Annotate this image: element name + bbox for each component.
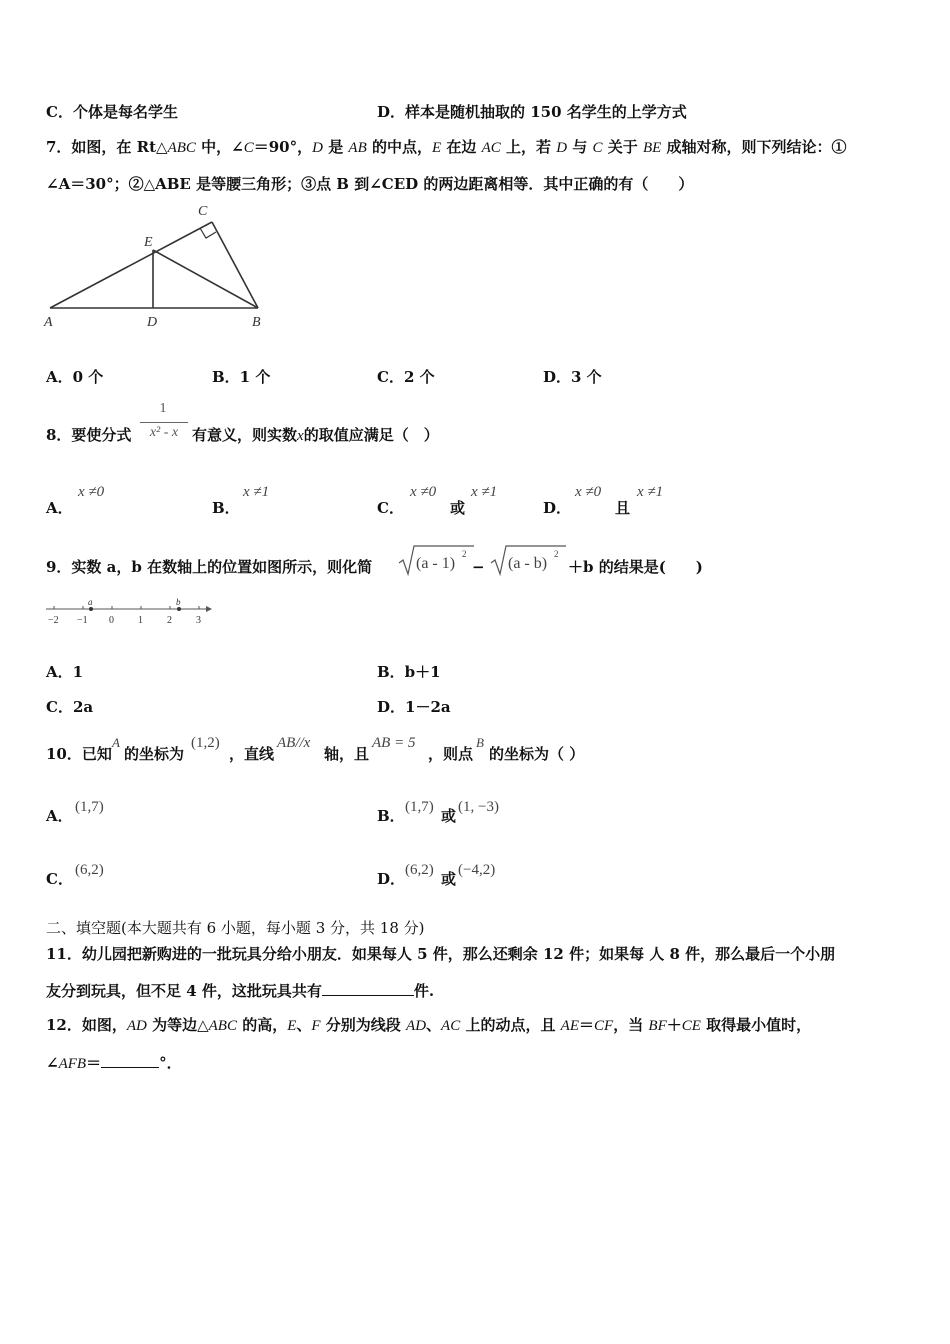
q7-option-d: D．3 个 [543,368,602,386]
q9-number-line [44,596,214,630]
q10-p2: 的坐标为 [124,745,185,763]
q9-tick-label: −1 [77,615,88,626]
q10-option-b2: (1, −3) [458,799,499,815]
q9-tick-label: 3 [196,615,201,626]
q7-option-c: C．2 个 [377,368,435,386]
q8-option-c-math2: x ≠1 [471,484,498,500]
q8-option-a-label: A． [46,499,73,517]
q8-fraction-bar [140,422,188,423]
q12-line1: 12．如图，AD 为等边△ABC 的高，E、F 分别为线段 AD、AC 上的动点，且 AE＝CF，当 BF＋CE 取得最小值时， [46,1016,812,1034]
q7-option-a: A．0 个 [46,368,104,386]
q12-answer-blank[interactable] [101,1067,159,1068]
q10-option-a-label: A． [46,807,73,825]
q11-answer-blank[interactable] [322,995,414,996]
q7-label-a: A [44,315,53,330]
q10-option-d1: (6,2) [405,862,434,878]
q10-p4: 轴，且 [324,745,370,763]
svg-text:(a - b): (a - b) [508,555,548,572]
q10-option-d2: (−4,2) [458,862,496,878]
q10-option-c-label: C． [46,870,73,888]
q10-option-a: (1,7) [75,799,104,815]
q7-label-e: E [144,235,153,250]
q10-point-a: A [112,735,120,750]
q9-option-b: B．b＋1 [377,663,441,681]
q7-stem-line2: ∠A＝30°；②△ABE 是等腰三角形；③点 B 到∠CED 的两边距离相等．其中正确的有（ ） [46,175,694,193]
q7-option-b: B．1 个 [212,368,271,386]
q8-option-d-label: D． [543,499,572,517]
q8-option-c-label: C． [377,499,404,517]
q10-line-expr: AB//x [277,735,311,751]
svg-text:2: 2 [462,549,467,559]
q8-option-d-conj: 且 [615,499,631,517]
q6-option-d: D．样本是随机抽取的 150 名学生的上学方式 [377,103,687,121]
q10-p5: ，则点 [428,745,474,763]
q8-denominator: x² - x [149,425,179,440]
q9-suffix: ＋b 的结果是( ) [568,558,703,576]
q9-prefix: 9．实数 a，b 在数轴上的位置如图所示，则化简 [46,558,373,576]
svg-text:2: 2 [554,549,559,559]
q10-p3: ，直线 [229,745,275,763]
q8-prefix: 8．要使分式 [46,426,132,444]
q6-option-c: C．个体是每名学生 [46,103,178,121]
q10-option-b1: (1,7) [405,799,434,815]
q10-option-b-label: B． [377,807,405,825]
section-2-title: 二、填空题(本大题共有 6 小题，每小题 3 分，共 18 分) [46,919,425,937]
q10-coord-a: (1,2) [191,735,220,751]
svg-text:(a - 1): (a - 1) [416,555,456,572]
q9-option-c: C．2a [46,698,94,716]
q12-line2: ∠AFB＝ °． [46,1054,182,1072]
q10-eq: AB = 5 [372,735,416,751]
q8-option-c-conj: 或 [450,499,466,517]
q10-option-d-label: D． [377,870,406,888]
q7-stem-line1: 7．如图，在 Rt△ABC 中，∠C＝90°，D 是 AB 的中点，E 在边 AC 上，若 D 与 C 关于 BE 成轴对称，则下列结论：① [46,138,847,156]
q8-stem-rest: 有意义，则实数x的取值应满足（ ） [192,426,439,444]
q8-option-a-math: x ≠0 [78,484,105,500]
q9-point-a: a [88,597,93,607]
q9-radical-2 [490,543,568,577]
q7-label-d: D [147,315,158,330]
q10-option-d-conj: 或 [441,870,457,888]
q10-p6: 的坐标为（ ） [489,745,585,763]
q9-tick-label: 2 [167,615,172,626]
q7-triangle-figure [40,200,280,335]
q8-option-c-math1: x ≠0 [410,484,437,500]
q9-tick-label: 1 [138,615,143,626]
q9-option-d: D．1－2a [377,698,451,716]
q8-option-d-math2: x ≠1 [637,484,664,500]
q7-label-c: C [198,204,208,219]
q7-label-b: B [252,315,261,330]
q9-minus: − [472,558,485,576]
q9-radical-1 [398,543,476,577]
q11-line2: 友分到玩具，但不足 4 件，这批玩具共有 件. [46,982,435,1000]
q10-option-b-conj: 或 [441,807,457,825]
q9-tick-label: 0 [109,615,114,626]
q8-numerator: 1 [159,401,167,416]
q8-option-d-math1: x ≠0 [575,484,602,500]
q9-point-b: b [176,597,181,607]
q8-option-b-math: x ≠1 [243,484,270,500]
q11-line1: 11．幼儿园把新购进的一批玩具分给小朋友．如果每人 5 件，那么还剩余 12 件；如果每 人 8 件，那么最后一个小朋 [46,945,836,963]
q9-option-a: A．1 [46,663,84,681]
q8-option-b-label: B． [212,499,240,517]
q10-p1: 10．已知 [46,745,112,763]
q10-option-c: (6,2) [75,862,104,878]
q9-tick-label: −2 [48,615,59,626]
q10-point-b: B [476,735,484,750]
